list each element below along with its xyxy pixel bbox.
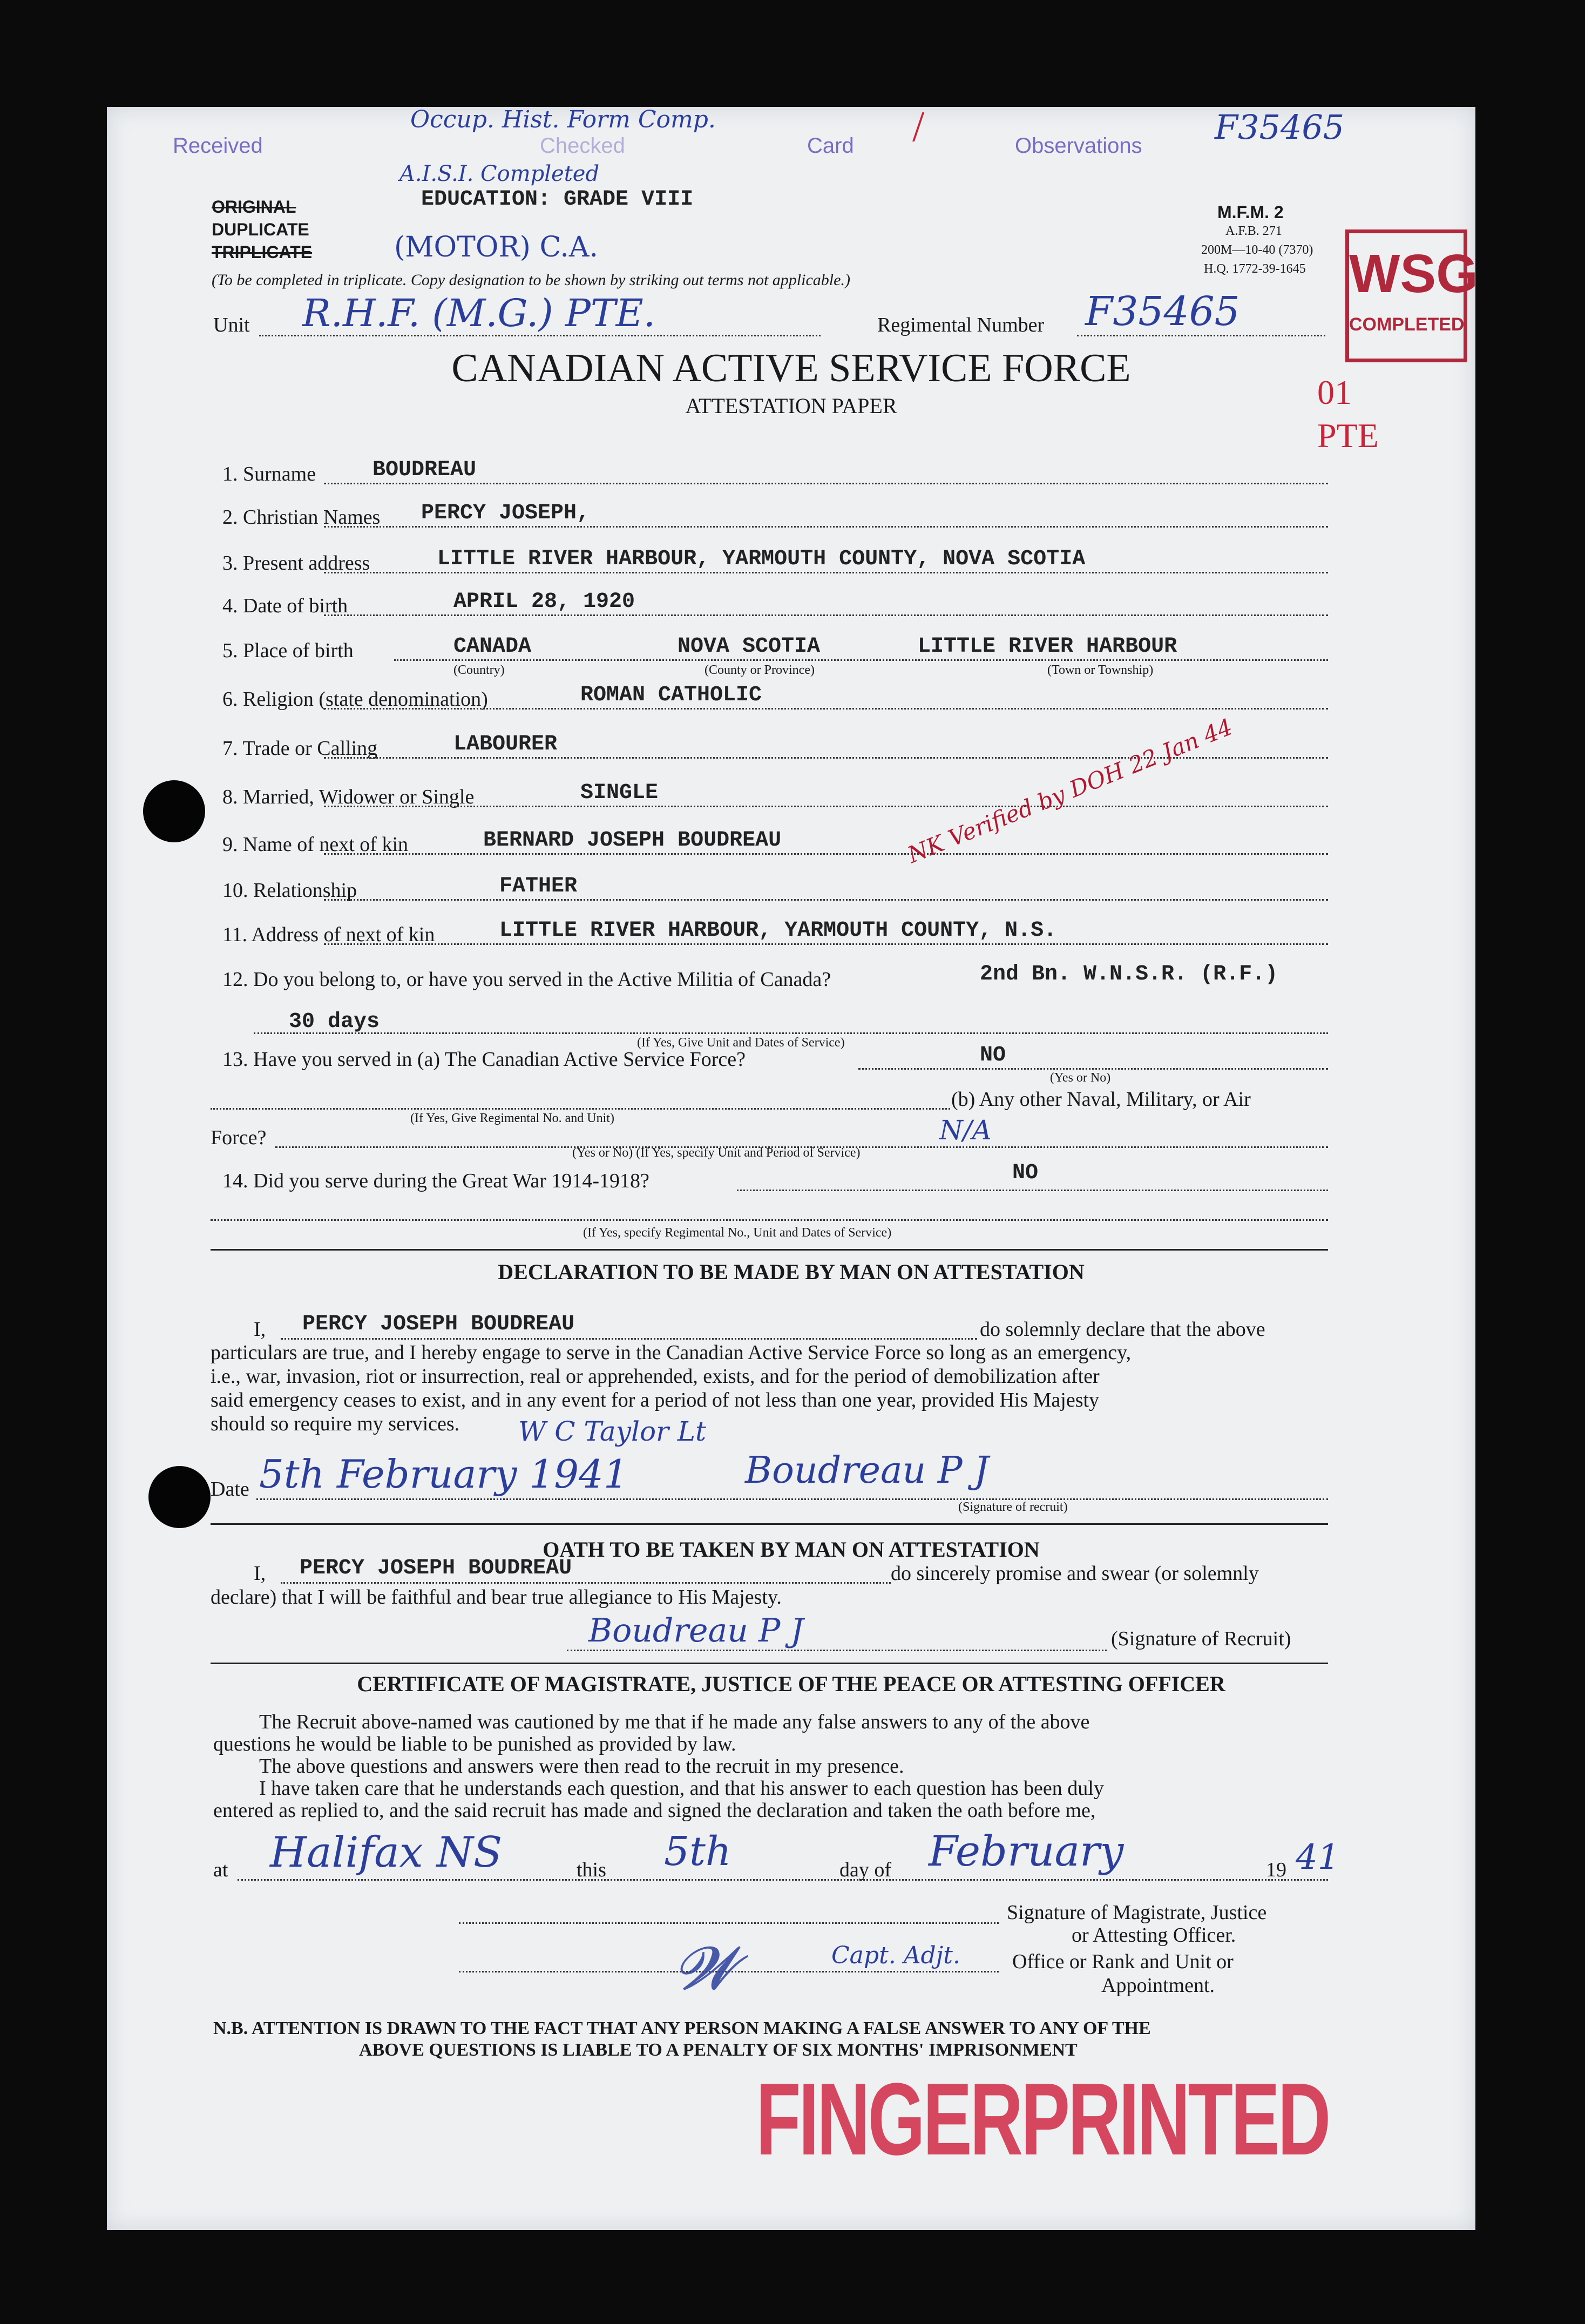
- field-label-q3: 3. Present address: [222, 552, 370, 575]
- observations-label: Observations: [1015, 134, 1142, 158]
- field-label-q13b: (b) Any other Naval, Military, or Air: [951, 1088, 1251, 1111]
- field-label-q4: 4. Date of birth: [222, 594, 348, 617]
- signature-hint: (Signature of recruit): [958, 1500, 1068, 1514]
- field-line: [324, 483, 1328, 484]
- certificate-text: The above questions and answers were then read to the recruit in my presence.: [259, 1755, 904, 1778]
- oath-signature-label: (Signature of Recruit): [1111, 1627, 1291, 1650]
- unit-label: Unit: [213, 314, 250, 336]
- field-label-q14: 14. Did you serve during the Great War 1914-1918?: [222, 1170, 649, 1192]
- year-prefix: 19: [1266, 1859, 1286, 1881]
- page-title: CANADIAN ACTIVE SERVICE FORCE: [451, 346, 1131, 390]
- birth-province: NOVA SCOTIA: [678, 634, 821, 659]
- field-value-q8: SINGLE: [580, 781, 659, 805]
- day-of-label: day of: [839, 1859, 892, 1881]
- stamp-completed-text: COMPLETED: [1349, 314, 1465, 335]
- field-label-force: Force?: [211, 1126, 267, 1149]
- fingerprinted-stamp: FINGERPRINTED: [756, 2062, 1329, 2177]
- birth-town: LITTLE RIVER HARBOUR: [918, 634, 1177, 659]
- form-code-4: H.Q. 1772-39-1645: [1204, 262, 1306, 276]
- regimental-number-label: Regimental Number: [877, 314, 1045, 336]
- field-value-q12: 2nd Bn. W.N.S.R. (R.F.): [980, 962, 1278, 987]
- card-mark: /: [912, 103, 925, 151]
- this-label: this: [577, 1859, 606, 1881]
- rank-note-1: 01: [1317, 373, 1352, 411]
- field-line: [324, 943, 1328, 945]
- field-value-force: N/A: [939, 1114, 992, 1146]
- hint: (If Yes, Give Unit and Dates of Service): [637, 1036, 845, 1050]
- field-line: [324, 899, 1328, 901]
- field-label-q5: 5. Place of birth: [222, 639, 354, 662]
- field-value-q12-days: 30 days: [289, 1010, 380, 1034]
- field-value-q1: BOUDREAU: [372, 458, 477, 482]
- hint: (If Yes, Give Regimental No. and Unit): [410, 1111, 614, 1125]
- field-line: [324, 853, 1328, 855]
- hint: (Yes or No): [1050, 1071, 1111, 1085]
- field-value-q13: NO: [980, 1043, 1006, 1068]
- officer-signature: 𝓦: [675, 1934, 737, 2003]
- field-label-q6: 6. Religion (state denomination): [222, 688, 488, 711]
- punch-hole: [143, 780, 205, 842]
- wsg-completed-stamp: [1345, 229, 1478, 362]
- field-label-q2: 2. Christian Names: [222, 506, 381, 529]
- field-label-q13: 13. Have you served in (a) The Canadian Active Service Force?: [222, 1048, 746, 1071]
- hint: (Town or Township): [1047, 663, 1154, 677]
- magistrate-signature-label: Signature of Magistrate, Justice: [1007, 1901, 1267, 1924]
- nb-warning: N.B. ATTENTION IS DRAWN TO THE FACT THAT ANY PERSON MAKING A FALSE ANSWER TO ANY OF THE: [213, 2018, 1151, 2038]
- hint: (Country): [453, 663, 505, 677]
- field-line: [324, 526, 1328, 528]
- witness-signature: W C Taylor Lt: [518, 1416, 707, 1447]
- motor-note: (MOTOR) C.A.: [394, 231, 598, 264]
- field-value-q2: PERCY JOSEPH,: [421, 501, 590, 525]
- date-label: Date: [211, 1478, 249, 1501]
- field-label-q7: 7. Trade or Calling: [222, 737, 378, 760]
- declaration-heading: DECLARATION TO BE MADE BY MAN ON ATTESTATION: [498, 1260, 1085, 1284]
- field-label-q10: 10. Relationship: [222, 879, 357, 902]
- card-label: Card: [807, 134, 854, 158]
- field-line: [211, 1108, 950, 1110]
- copy-duplicate: DUPLICATE: [212, 220, 309, 239]
- hint: (Yes or No) (If Yes, specify Unit and Period of Service): [572, 1146, 861, 1160]
- declaration-i: I,: [254, 1318, 266, 1341]
- education: EDUCATION: GRADE VIII: [421, 187, 694, 212]
- magistrate-signature-label: or Attesting Officer.: [1072, 1924, 1236, 1947]
- field-label-q11: 11. Address of next of kin: [222, 923, 435, 946]
- month-value: February: [929, 1827, 1124, 1876]
- field-value-q7: LABOURER: [453, 732, 558, 756]
- received-note: Occup. Hist. Form Comp.: [410, 106, 716, 133]
- field-line: [254, 1032, 1328, 1034]
- at-label: at: [213, 1859, 228, 1881]
- recruit-signature: Boudreau P J: [745, 1449, 989, 1492]
- hint: (County or Province): [705, 663, 815, 677]
- field-label-q9: 9. Name of next of kin: [222, 833, 409, 856]
- field-line: [324, 614, 1328, 616]
- nb-warning: ABOVE QUESTIONS IS LIABLE TO A PENALTY OF SIX MONTHS' IMPRISONMENT: [359, 2040, 1078, 2060]
- oath-text: do sincerely promise and swear (or solemnly: [891, 1562, 1259, 1585]
- officer-title: Capt. Adjt.: [831, 1942, 960, 1969]
- declaration-text: particulars are true, and I hereby engage to serve in the Canadian Active Service Force so long as an emergency,: [211, 1341, 1132, 1364]
- certificate-text: questions he would be liable to be punished as provided by law.: [213, 1733, 736, 1755]
- birth-country: CANADA: [453, 634, 532, 659]
- attestation-paper: [107, 103, 1478, 2230]
- declaration-text: do solemnly declare that the above: [980, 1318, 1265, 1341]
- field-line: [737, 1190, 1328, 1191]
- date-value: 5th February 1941: [259, 1451, 628, 1497]
- field-line: [858, 1068, 1328, 1070]
- field-value-q4: APRIL 28, 1920: [453, 590, 635, 614]
- field-label-q1: 1. Surname: [222, 463, 316, 485]
- hint: (If Yes, specify Regimental No., Unit and Dates of Service): [583, 1226, 892, 1240]
- declaration-text: should so require my services.: [211, 1413, 460, 1435]
- office-label: Office or Rank and Unit or: [1012, 1950, 1234, 1973]
- form-code-2: A.F.B. 271: [1225, 224, 1282, 238]
- field-line: [324, 572, 1328, 573]
- oath-heading: OATH TO BE TAKEN BY MAN ON ATTESTATION: [543, 1537, 1040, 1562]
- stamp-wsg-text: WSG: [1349, 244, 1478, 304]
- year-value: 41: [1296, 1837, 1340, 1877]
- field-value-q11: LITTLE RIVER HARBOUR, YARMOUTH COUNTY, N.S.: [499, 918, 1057, 943]
- field-line: [324, 806, 1328, 807]
- field-line: [211, 1219, 1328, 1221]
- received-note-2: A.I.S.I. Completed: [399, 161, 600, 186]
- copy-original: ORIGINAL: [212, 197, 296, 217]
- this-value: 5th: [664, 1828, 731, 1875]
- field-value-q10: FATHER: [499, 874, 578, 898]
- certificate-text: entered as replied to, and the said recruit has made and signed the declaration and taken the oath before me,: [213, 1799, 1096, 1822]
- form-code-3: 200M—10-40 (7370): [1201, 243, 1313, 257]
- section-divider: [211, 1249, 1328, 1251]
- certificate-text: I have taken care that he understands each question, and that his answer to each question has been duly: [259, 1777, 1104, 1800]
- field-value-q9: BERNARD JOSEPH BOUDREAU: [483, 828, 782, 853]
- checked-label: Checked: [540, 134, 625, 158]
- section-divider: [211, 1523, 1328, 1525]
- instructions: (To be completed in triplicate. Copy designation to be shown by striking out terms not applicable.): [212, 271, 850, 289]
- certificate-heading: CERTIFICATE OF MAGISTRATE, JUSTICE OF THE PEACE OR ATTESTING OFFICER: [357, 1672, 1225, 1696]
- oath-i: I,: [254, 1562, 266, 1585]
- declaration-text: said emergency ceases to exist, and in any event for a period of not less than one year, provided His Majesty: [211, 1389, 1100, 1411]
- field-value-q14: NO: [1012, 1161, 1039, 1185]
- field-value-q6: ROMAN CATHOLIC: [580, 683, 762, 707]
- declaration-text: i.e., war, invasion, riot or insurrection, real or apprehended, exists, and for the period of demobilization after: [211, 1365, 1100, 1388]
- office-label: Appointment.: [1101, 1974, 1215, 1997]
- field-label-q8: 8. Married, Widower or Single: [222, 786, 475, 808]
- field-line: [394, 659, 1328, 661]
- section-divider: [211, 1663, 1328, 1664]
- field-label-q12: 12. Do you belong to, or have you served in the Active Militia of Canada?: [222, 968, 831, 991]
- rank-note-2: PTE: [1317, 416, 1379, 455]
- oath-text: declare) that I will be faithful and bear true allegiance to His Majesty.: [211, 1586, 782, 1609]
- received-label: Received: [173, 134, 263, 158]
- declaration-name: PERCY JOSEPH BOUDREAU: [302, 1312, 575, 1336]
- certificate-text: The Recruit above-named was cautioned by me that if he made any false answers to any of the above: [259, 1711, 1090, 1733]
- field-line: [324, 708, 1328, 710]
- next-of-kin-verified-note: NK Verified by DOH 22 Jan 44: [904, 713, 1236, 868]
- oath-name: PERCY JOSEPH BOUDREAU: [300, 1556, 572, 1580]
- form-code: M.F.M. 2: [1217, 202, 1284, 222]
- copy-triplicate: TRIPLICATE: [212, 242, 313, 262]
- oath-signature: Boudreau P J: [588, 1612, 804, 1650]
- unit-value: R.H.F. (M.G.) PTE.: [302, 291, 656, 335]
- punch-hole: [148, 1466, 211, 1528]
- field-value-q3: LITTLE RIVER HARBOUR, YARMOUTH COUNTY, NOVA SCOTIA: [437, 547, 1086, 571]
- regimental-number-value: F35465: [1085, 288, 1240, 335]
- observations-value: F35465: [1215, 107, 1345, 147]
- page-subtitle: ATTESTATION PAPER: [685, 394, 897, 418]
- at-value: Halifax NS: [270, 1828, 503, 1877]
